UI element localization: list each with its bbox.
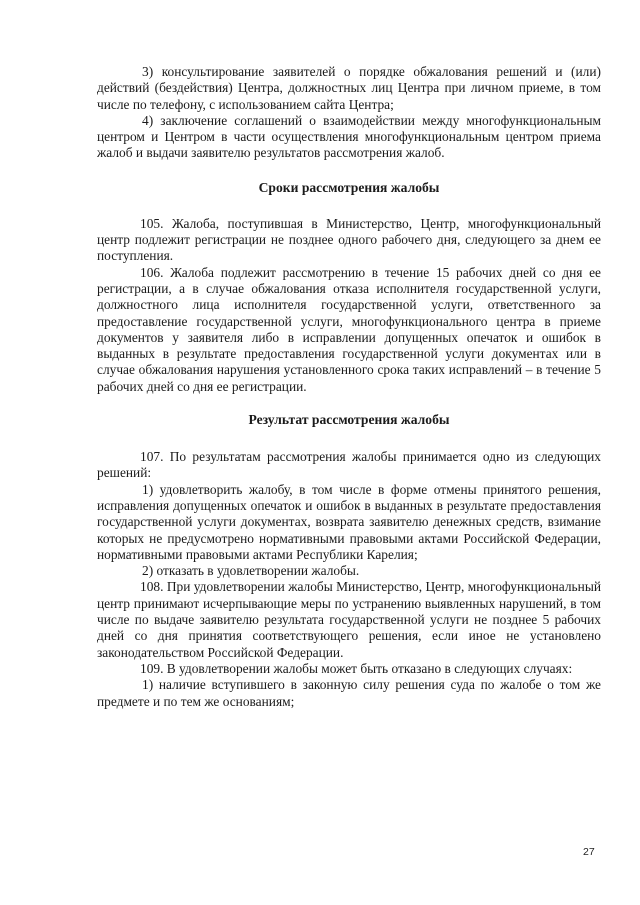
paragraph-107-item-1: 1) удовлетворить жалобу, в том числе в форме отмены принятого решения, исправления допущенных опечаток и ошибок в выданных в результате предоставления государственной услуги документах, возврата заявителю денежных средств, взимание которых не предусмотрено нормативными правовыми актами Российской Федерации, нормативными правовыми актами Республики Карелия;	[97, 481, 601, 562]
paragraph-108: 108. При удовлетворении жалобы Министерство, Центр, многофункциональный центр принимают исчерпывающие меры по устранению выявленных нарушений, в том числе по выдаче заявителю результата государственной услуги не позднее 5 рабочих дней со дня принятия соответствующего решения, если иное не установлено законодательством Российской Федерации.	[97, 579, 601, 660]
paragraph-106: 106. Жалоба подлежит рассмотрению в течение 15 рабочих дней со дня ее регистрации, а в случае обжалования отказа исполнителя государственной услуги, должностного лица исполнителя государственной услуги, ответственного за предоставление государственной услуги, многофункционального центра в приеме документов у заявителя либо в исправлении допущенных опечаток и ошибок в выданных в результате предоставления государственной услуги документах или в случае обжалования нарушения установленного срока таких исправлений – в течение 5 рабочих дней со дня ее регистрации.	[97, 264, 601, 394]
paragraph-105: 105. Жалоба, поступившая в Министерство, Центр, многофункциональный центр подлежит регистрации не позднее одного рабочего дня, следующего за днем ее поступления.	[97, 215, 601, 264]
paragraph-item-4: 4) заключение соглашений о взаимодействии между многофункциональным центром и Центром в части осуществления многофункциональным центром приема жалоб и выдачи заявителю результатов рассмотрения жалоб.	[97, 112, 601, 161]
section-heading-complaint-result: Результат рассмотрения жалобы	[248, 412, 450, 428]
paragraph-109: 109. В удовлетворении жалобы может быть отказано в следующих случаях:	[140, 660, 573, 676]
paragraph-107: 107. По результатам рассмотрения жалобы принимается одно из следующих решений:	[97, 449, 601, 481]
paragraph-107-item-2: 2) отказать в удовлетворении жалобы.	[142, 563, 360, 579]
section-heading-complaint-terms: Сроки рассмотрения жалобы	[258, 179, 440, 195]
page-number: 27	[583, 846, 595, 858]
paragraph-item-3: 3) консультирование заявителей о порядке обжалования решений и (или) действий (бездействия) Центра, должностных лиц Центра при личном приеме, в том числе по телефону, с использованием сайта Центра;	[97, 64, 601, 112]
paragraph-109-item-1: 1) наличие вступившего в законную силу решения суда по жалобе о том же предмете и по тем же основаниям;	[97, 677, 601, 709]
page-body	[97, 64, 601, 710]
